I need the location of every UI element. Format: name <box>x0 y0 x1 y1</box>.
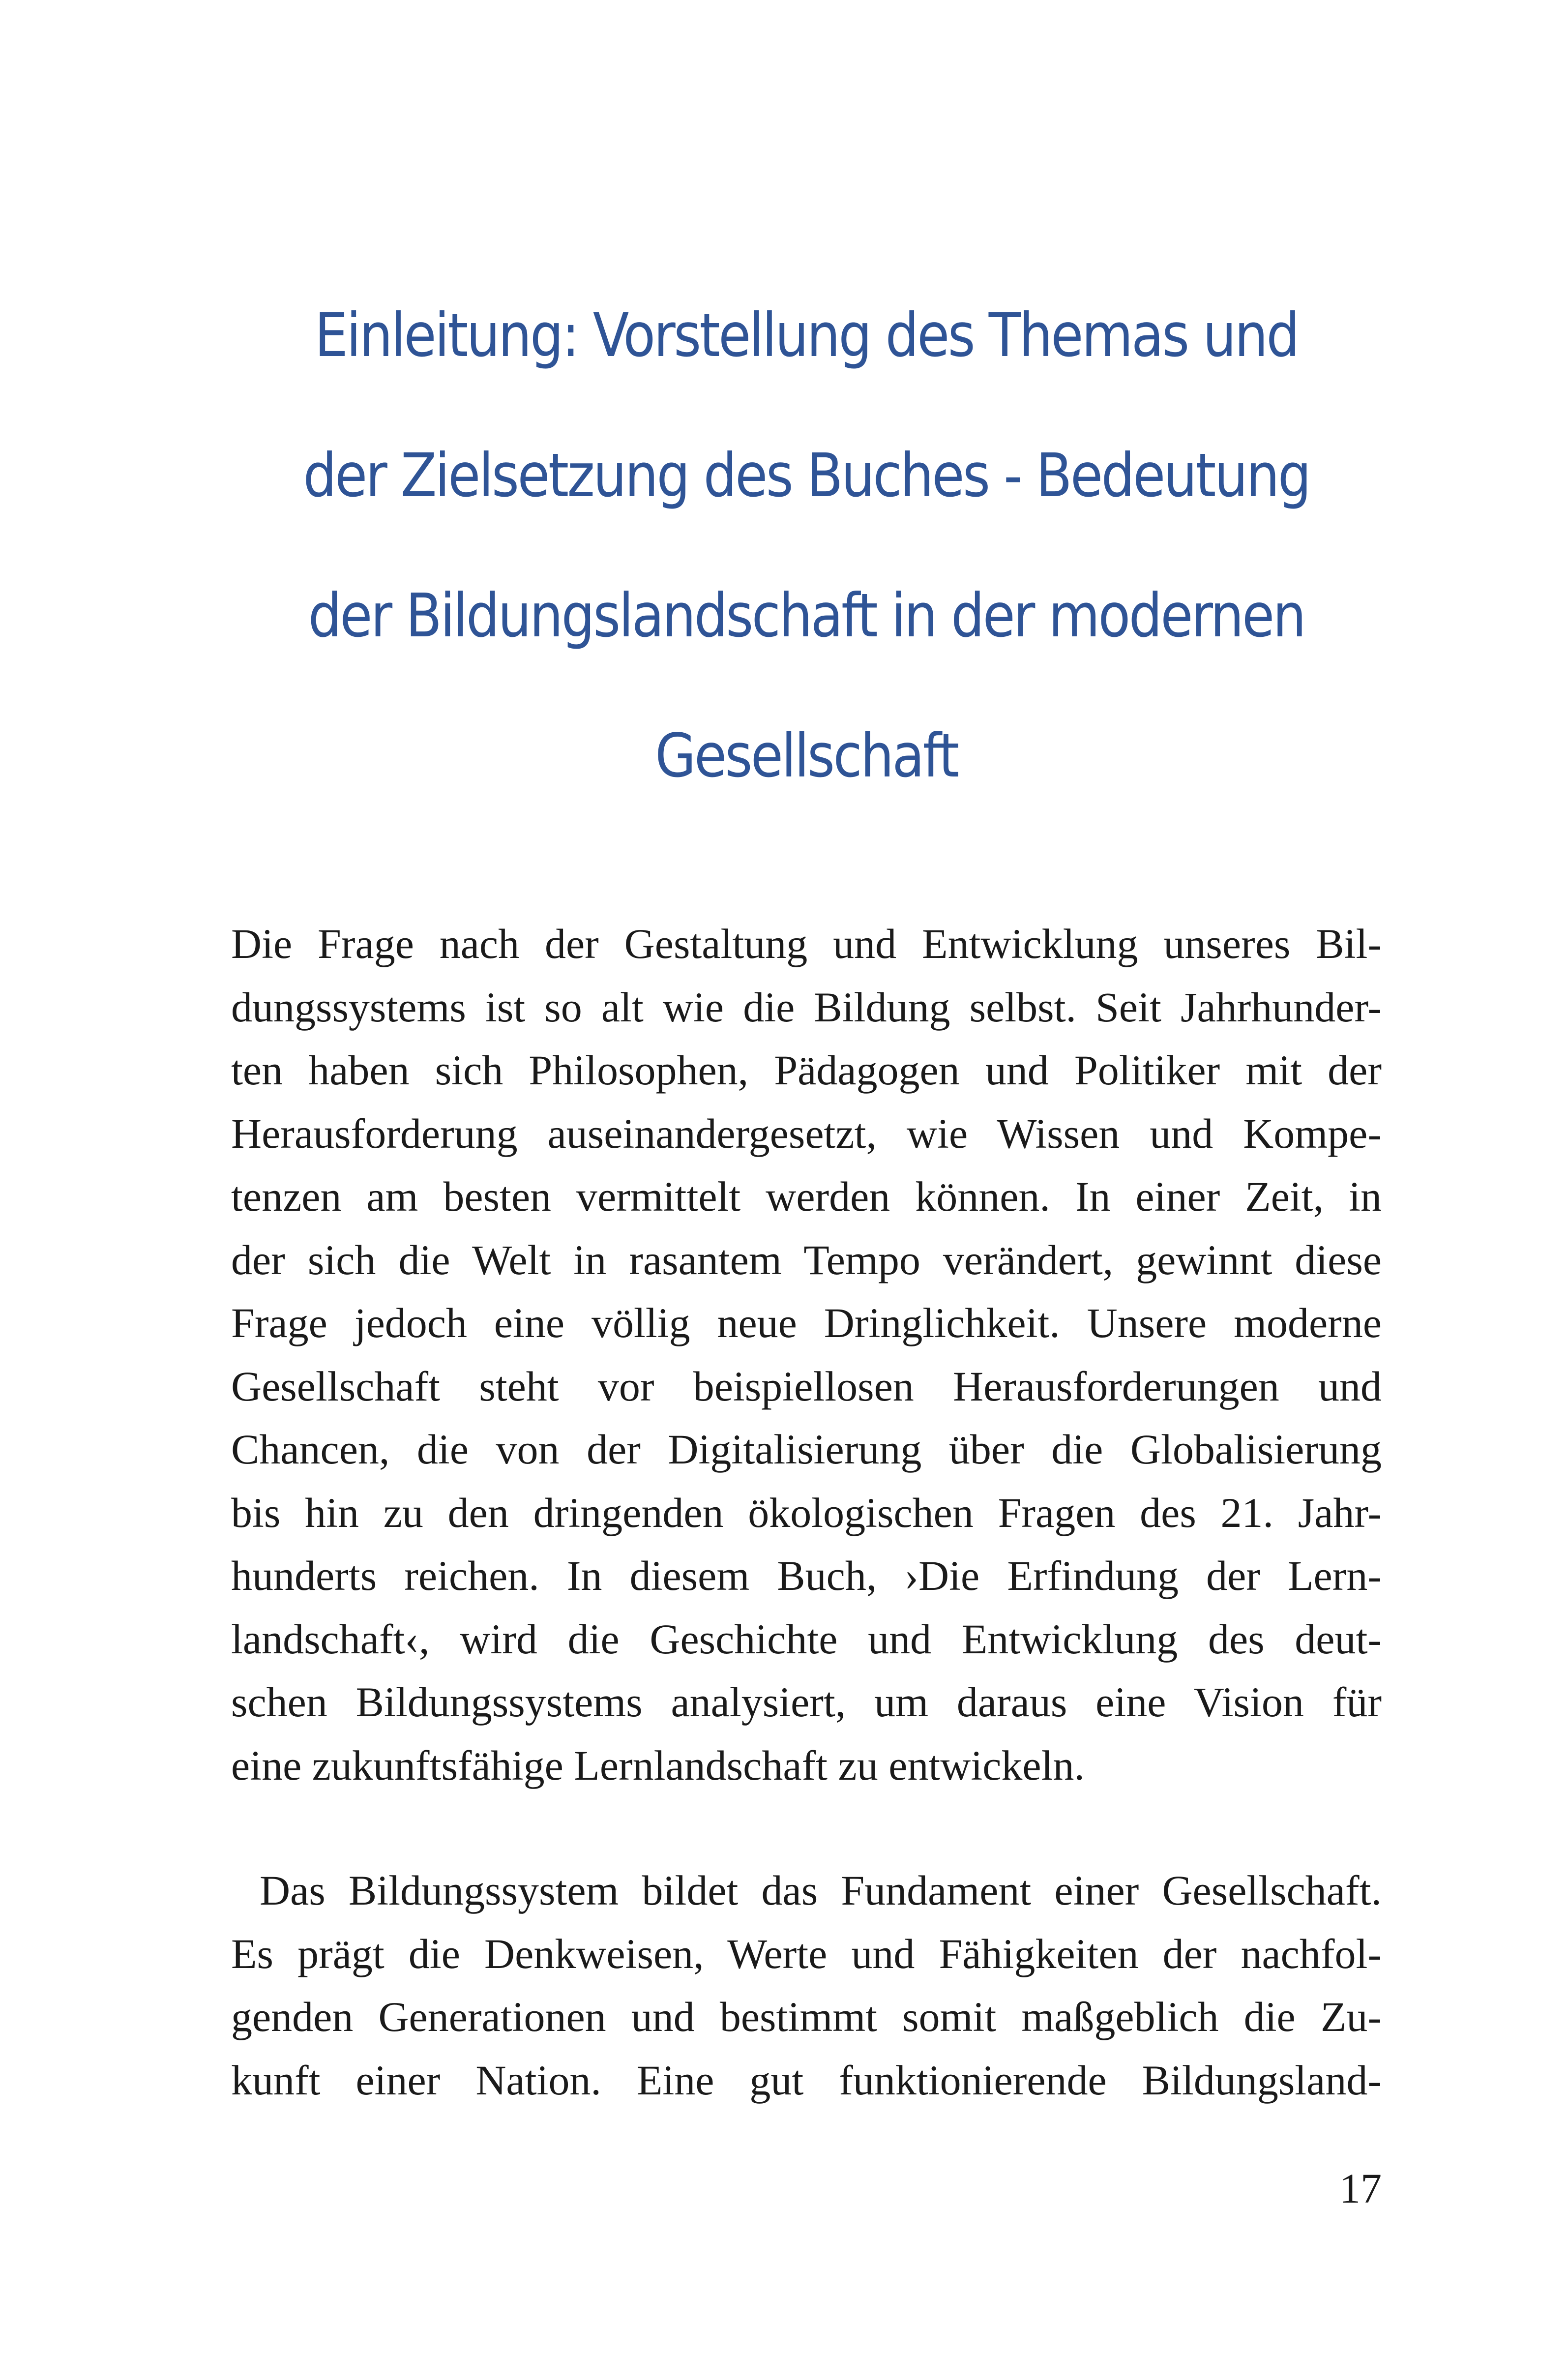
text-line: ten haben sich Philosophen, Pädagogen und Politiker mit der <box>231 1046 1382 1094</box>
text-line: Chancen, die von der Digitalisierung über die Globalisierung <box>231 1426 1382 1473</box>
text-line: Frage jedoch eine völlig neue Dringlichkeit. Unsere moderne <box>231 1299 1382 1346</box>
chapter-title-line: Einleitung: Vorstellung des Themas und <box>315 300 1298 370</box>
text-line: schen Bildungssystems analysiert, um daraus eine Vision für <box>231 1678 1382 1726</box>
text-line: Das Bildungssystem bildet das Fundament einer Gesellschaft. <box>260 1867 1382 1914</box>
chapter-title-line: der Bildungslandschaft in der modernen <box>308 581 1305 651</box>
body-paragraph <box>231 912 1382 1797</box>
text-line: genden Generationen und bestimmt somit maßgeblich die Zu- <box>231 1993 1382 2040</box>
text-line: Gesellschaft steht vor beispiellosen Herausforderungen und <box>231 1362 1382 1410</box>
text-line: kunft einer Nation. Eine gut funktionierende Bildungsland- <box>231 2056 1382 2104</box>
body-paragraph <box>231 1859 1382 2112</box>
text-line: Die Frage nach der Gestaltung und Entwicklung unseres Bil- <box>231 920 1382 967</box>
chapter-title <box>300 266 1312 826</box>
text-line: bis hin zu den dringenden ökologischen Fragen des 21. Jahr- <box>231 1489 1382 1536</box>
page-number: 17 <box>1339 2165 1382 2212</box>
text-line: Herausforderung auseinandergesetzt, wie Wissen und Kompe- <box>231 1109 1382 1157</box>
text-line: tenzen am besten vermittelt werden können. In einer Zeit, in <box>231 1173 1382 1220</box>
chapter-title-line: Gesellschaft <box>655 721 958 791</box>
text-line: eine zukunftsfähige Lernlandschaft zu entwickeln. <box>231 1741 1085 1789</box>
text-line: der sich die Welt in rasantem Tempo verändert, gewinnt diese <box>231 1236 1382 1283</box>
text-line: hunderts reichen. In diesem Buch, ›Die Erfindung der Lern- <box>231 1552 1382 1599</box>
text-line: dungssystems ist so alt wie die Bildung selbst. Seit Jahrhunder- <box>231 983 1382 1031</box>
chapter-title-line: der Zielsetzung des Buches - Bedeutung <box>303 441 1310 510</box>
text-line: landschaft‹, wird die Geschichte und Entwicklung des deut- <box>231 1615 1382 1663</box>
text-line: Es prägt die Denkweisen, Werte und Fähigkeiten der nachfol- <box>231 1930 1382 1977</box>
